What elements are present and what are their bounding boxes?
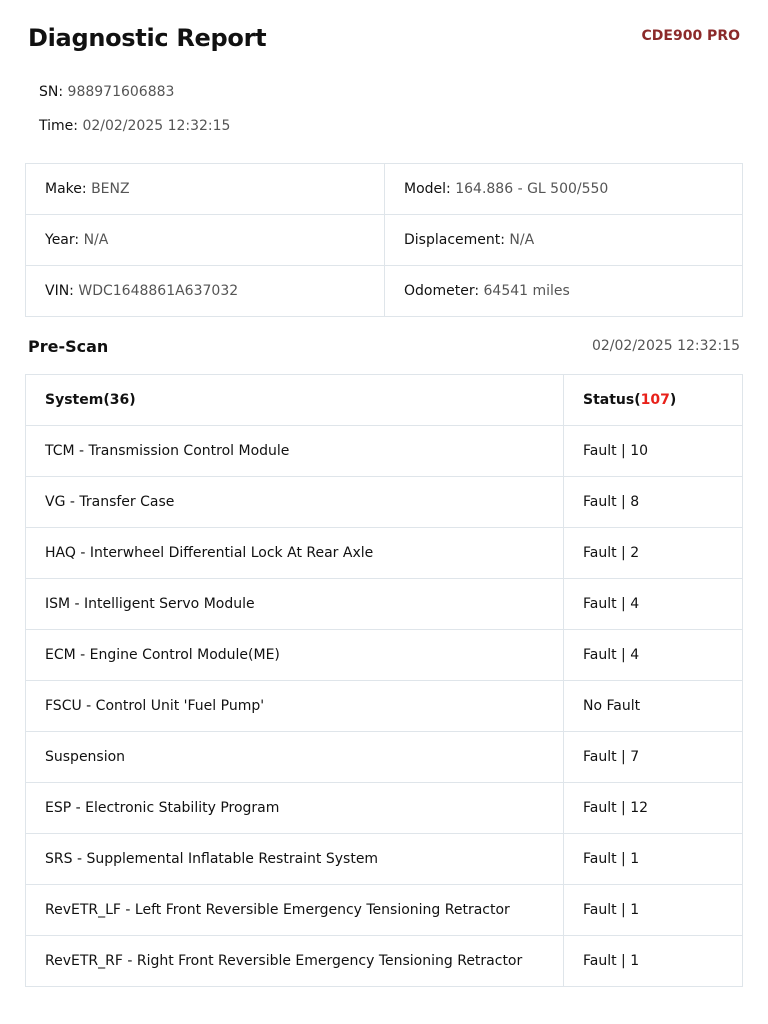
status-value: No Fault	[564, 681, 743, 732]
system-name: RevETR_LF - Left Front Reversible Emergency Tensioning Retractor	[26, 885, 564, 936]
time-value: 02/02/2025 12:32:15	[82, 118, 231, 134]
displacement-value: N/A	[509, 232, 535, 248]
model-cell	[385, 164, 743, 215]
serial-number	[39, 84, 174, 100]
page-title: Diagnostic Report	[28, 24, 267, 52]
system-name: TCM - Transmission Control Module	[26, 426, 564, 477]
model-label: Model:	[404, 181, 451, 197]
vin-cell	[26, 266, 385, 317]
sn-label: SN:	[39, 84, 64, 100]
table-row[interactable]	[26, 885, 743, 936]
vehicle-row	[26, 266, 743, 317]
system-name: HAQ - Interwheel Differential Lock At Rear Axle	[26, 528, 564, 579]
status-value: Fault | 7	[564, 732, 743, 783]
system-name: RevETR_RF - Right Front Reversible Emergency Tensioning Retractor	[26, 936, 564, 987]
vehicle-info-table	[25, 163, 743, 317]
table-row[interactable]	[26, 477, 743, 528]
odometer-value: 64541 miles	[483, 283, 570, 299]
status-value: Fault | 10	[564, 426, 743, 477]
displacement-label: Displacement:	[404, 232, 505, 248]
brand-label: CDE900 PRO	[641, 28, 740, 44]
status-value: Fault | 1	[564, 885, 743, 936]
year-cell	[26, 215, 385, 266]
prescan-timestamp: 02/02/2025 12:32:15	[591, 338, 740, 354]
odometer-cell	[385, 266, 743, 317]
status-header-count: 107	[640, 392, 670, 408]
sn-value: 988971606883	[67, 84, 175, 100]
status-value: Fault | 8	[564, 477, 743, 528]
table-row[interactable]	[26, 732, 743, 783]
vin-value: WDC1648861A637032	[78, 283, 239, 299]
table-row[interactable]	[26, 783, 743, 834]
status-value: Fault | 12	[564, 783, 743, 834]
system-column-header: System(36)	[26, 375, 564, 426]
status-value: Fault | 4	[564, 630, 743, 681]
make-cell	[26, 164, 385, 215]
system-name: ESP - Electronic Stability Program	[26, 783, 564, 834]
table-row[interactable]	[26, 936, 743, 987]
status-column-header	[564, 375, 743, 426]
table-row[interactable]	[26, 630, 743, 681]
make-label: Make:	[45, 181, 87, 197]
table-row[interactable]	[26, 528, 743, 579]
report-time	[39, 118, 230, 134]
prescan-title: Pre-Scan	[28, 337, 109, 356]
vehicle-row	[26, 215, 743, 266]
system-name: FSCU - Control Unit 'Fuel Pump'	[26, 681, 564, 732]
systems-header-row	[26, 375, 743, 426]
table-row[interactable]	[26, 579, 743, 630]
odometer-label: Odometer:	[404, 283, 480, 299]
make-value: BENZ	[91, 181, 130, 197]
year-value: N/A	[83, 232, 109, 248]
year-label: Year:	[45, 232, 80, 248]
table-row[interactable]	[26, 426, 743, 477]
vin-label: VIN:	[45, 283, 74, 299]
table-row[interactable]	[26, 681, 743, 732]
status-value: Fault | 1	[564, 834, 743, 885]
table-row[interactable]	[26, 834, 743, 885]
status-header-suffix: )	[669, 392, 677, 408]
system-name: ISM - Intelligent Servo Module	[26, 579, 564, 630]
model-value: 164.886 - GL 500/550	[455, 181, 609, 197]
displacement-cell	[385, 215, 743, 266]
time-label: Time:	[39, 118, 78, 134]
status-value: Fault | 4	[564, 579, 743, 630]
system-name: Suspension	[26, 732, 564, 783]
system-name: VG - Transfer Case	[26, 477, 564, 528]
system-name: SRS - Supplemental Inflatable Restraint System	[26, 834, 564, 885]
status-value: Fault | 1	[564, 936, 743, 987]
system-name: ECM - Engine Control Module(ME)	[26, 630, 564, 681]
status-value: Fault | 2	[564, 528, 743, 579]
vehicle-row	[26, 164, 743, 215]
status-header-prefix: Status(	[583, 392, 641, 408]
systems-table	[25, 374, 743, 987]
